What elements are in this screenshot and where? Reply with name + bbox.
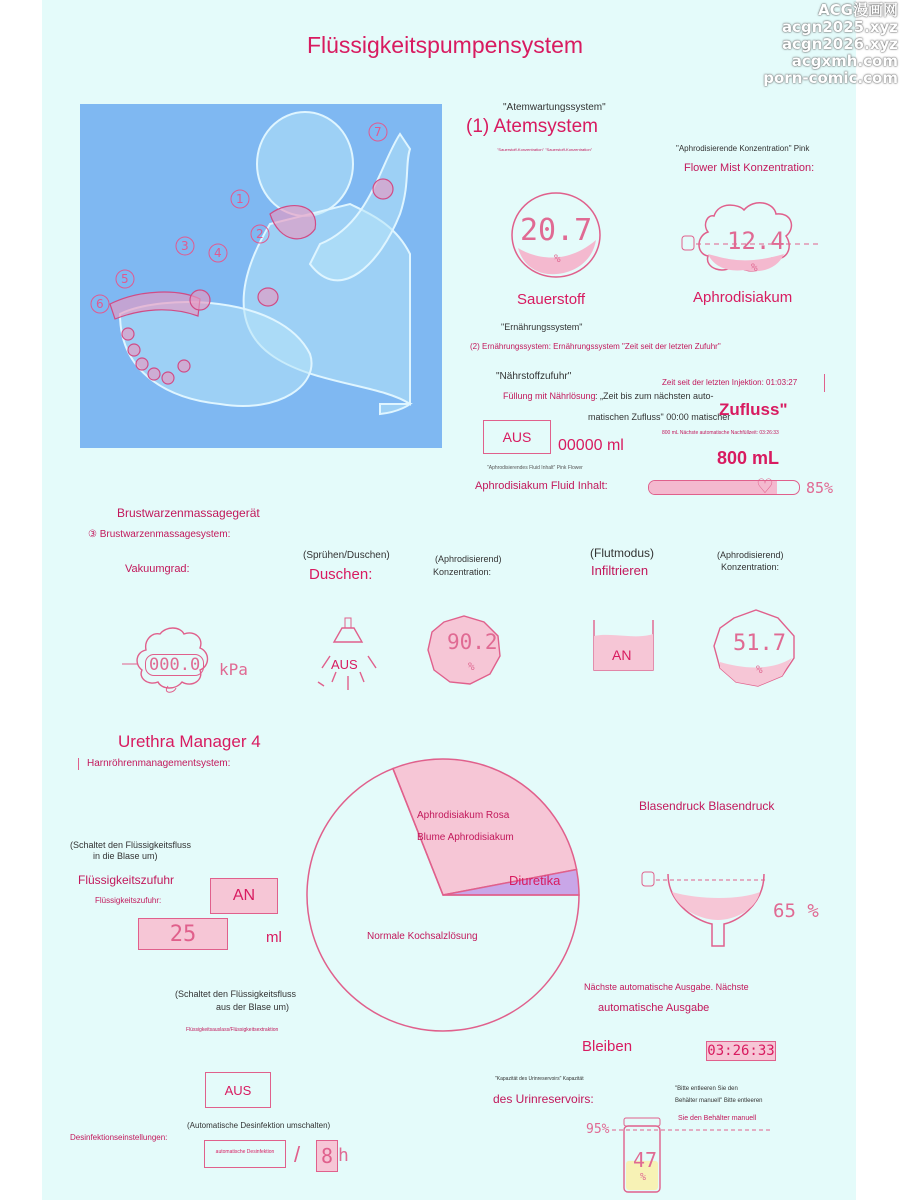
aphro2-note: (Aphrodisierend) (717, 550, 784, 560)
inflow-sub: Flüssigkeitszufuhr: (95, 896, 162, 905)
disinfect-unit: h (338, 1145, 349, 1166)
nutrition-amount: 00000 ml (558, 437, 624, 454)
empty-note-2: Behälter manuell" Bitte entleeren (675, 1098, 763, 1104)
bladder-funnel (640, 856, 770, 948)
breathing-tiny-note: "Sauerstoff-Konzentration" "Sauerstoff-Konzentration" (497, 147, 593, 152)
fluid-progress-bar[interactable] (648, 480, 800, 495)
outflow-tiny: Flüssigkeitsauslass/Flüssigkeitsextraktion (186, 1027, 279, 1033)
outflow-note-2: aus der Blase um) (216, 1002, 290, 1012)
shower-note: (Sprühen/Duschen) (303, 550, 390, 561)
watermark-line: acgn2026.xyz (781, 35, 898, 53)
disinfect-note: (Automatische Desinfektion umschalten) (187, 1121, 331, 1130)
pie-label-rosa-2: Blume Aphrodisiakum (417, 832, 514, 843)
remaining-label: Bleiben (582, 1038, 633, 1055)
watermark-line: acgn2025.xyz (781, 18, 898, 36)
vacuum-value: 000.0 (145, 654, 204, 676)
last-injection: Zeit seit der letzten Injektion: 01:03:27 (662, 378, 798, 387)
inflow-note-2: in die Blase um) (93, 851, 158, 861)
urethra-subtitle: Harnröhrenmanagementsystem: (87, 758, 231, 769)
marker-label: 6 (96, 297, 104, 311)
page-title: Flüssigkeitspumpensystem (306, 32, 584, 58)
aphro-mist-heading: Flower Mist Konzentration: (684, 162, 815, 174)
disinfect-slash: / (294, 1142, 301, 1167)
marker-label: 1 (236, 192, 244, 206)
supply-quote: "Nährstoffzufuhr" (496, 371, 572, 382)
fluid-label: Aphrodisiakum Fluid Inhalt: (475, 480, 608, 492)
vacuum-unit: kPa (219, 660, 248, 679)
breathing-heading: (1) Atemsystem (466, 116, 598, 137)
reservoir-quote: "Kapazität des Urinreservoirs" Kapazität (495, 1076, 584, 1082)
heart-icon[interactable]: ♡ (756, 476, 774, 498)
pie-label-normal: Normale Kochsalzlösung (367, 931, 478, 942)
aphro1-note: (Aphrodisierend) (435, 554, 502, 564)
divider (824, 374, 825, 392)
flood-note: (Flutmodus) (590, 546, 655, 560)
urethra-title: Urethra Manager 4 (118, 732, 261, 751)
disinfect-toggle[interactable]: automatische Desinfektion (204, 1140, 286, 1168)
bladder-label: Blasendruck Blasendruck (639, 799, 775, 813)
next-output-2: automatische Ausgabe (598, 1002, 710, 1014)
next-text-2: matischen Zufluss" 00:00 matischer (588, 412, 731, 422)
aphro2-label: Konzentration: (721, 562, 780, 572)
breathing-quote: "Atemwartungssystem" (503, 102, 606, 113)
marker-label: 4 (214, 246, 222, 260)
nutrition-volume: 800 mL (717, 448, 780, 468)
nutrition-quote: "Ernährungssystem" (501, 322, 583, 332)
oxygen-label: Sauerstoff (517, 291, 586, 308)
nipple-subtitle: ③ Brustwarzenmassagesystem: (88, 529, 231, 540)
body-diagram (80, 104, 442, 448)
disinfect-hours[interactable]: 8 (316, 1140, 338, 1172)
fluid-mix-pie-chart (304, 756, 582, 1034)
reservoir-label: des Urinreservoirs: (493, 1092, 594, 1106)
nutrition-heading: (2) Ernährungssystem: Ernährungssystem "Zeit seit der letzten Zufuhr" (470, 342, 721, 351)
pie-label-diuretika: Diuretika (509, 873, 561, 888)
fluid-quote: "Aphrodisierendes Fluid Inhalt" Pink Flower (487, 465, 583, 471)
disinfect-label: Desinfektionseinstellungen: (70, 1133, 168, 1142)
reservoir-threshold: 95% (586, 1122, 610, 1137)
empty-note-1: "Bitte entleeren Sie den (675, 1086, 738, 1092)
next-output-1: Nächste automatische Ausgabe. Nächste (584, 982, 749, 992)
marker-label: 3 (181, 239, 189, 253)
vacuum-label: Vakuumgrad: (125, 563, 190, 575)
aphro-mist-unit: % (751, 261, 758, 274)
oxygen-unit: % (554, 252, 561, 265)
flood-tank (591, 616, 657, 674)
reservoir-unit: % (640, 1172, 647, 1183)
shower-label: Duschen: (309, 566, 373, 583)
pie-label-rosa-1: Aphrodisiakum Rosa (417, 810, 510, 821)
aphro2-value: 51.7 (733, 631, 786, 656)
shower-icon (314, 616, 384, 696)
marker-label: 5 (121, 272, 129, 286)
watermark-line: ACG漫画网 (818, 1, 898, 19)
aphro-mist-label: Aphrodisiakum (693, 289, 793, 306)
flood-state[interactable]: AN (612, 647, 632, 663)
marker-label: 2 (256, 227, 264, 241)
aphro1-label: Konzentration: (433, 567, 492, 577)
aphro1-value: 90.2 (447, 630, 498, 654)
outflow-note-1: (Schaltet den Flüssigkeitsfluss (175, 989, 297, 999)
inflow-label: Flüssigkeitszufuhr (78, 873, 175, 887)
nutrition-switch[interactable]: AUS (483, 420, 551, 454)
aphro2-unit: % (756, 663, 763, 676)
inflow-switch[interactable]: AN (210, 878, 278, 914)
marker-label: 7 (374, 125, 382, 139)
flood-label: Infiltrieren (591, 563, 649, 578)
aphro-mist-value: 12.4 (727, 227, 785, 255)
outflow-switch[interactable]: AUS (205, 1072, 271, 1108)
watermark-line: porn-comic.com (763, 69, 898, 87)
nipple-title: Brustwarzenmassagegerät (117, 506, 260, 520)
inflow-note-1: (Schaltet den Flüssigkeitsfluss (70, 840, 192, 850)
bladder-percent: 65 % (773, 900, 819, 922)
aphro-mist-quote: "Aphrodisierende Konzentration" Pink (676, 144, 810, 153)
remaining-time: 03:26:33 (707, 1043, 775, 1059)
fill-label: Füllung mit Nährlösung (503, 391, 596, 401)
shower-state[interactable]: AUS (331, 657, 358, 672)
inflow-unit: ml (266, 929, 282, 946)
fluid-percent: 85% (806, 479, 834, 497)
empty-note-3: Sie den Behälter manuell (678, 1115, 757, 1122)
aphro1-unit: % (468, 660, 475, 673)
next-refill: 800 mL Nächste automatische Nachfüllzeit: 03:26:33 (662, 430, 779, 436)
watermark-line: acgxmh.com (791, 52, 898, 70)
oxygen-value: 20.7 (520, 213, 593, 248)
reservoir-value: 47 (633, 1148, 658, 1172)
next-text-1: : „Zeit bis zum nächsten auto- (595, 391, 714, 401)
divider (78, 758, 79, 770)
zufluss-label: Zufluss" (719, 400, 788, 419)
inflow-amount[interactable]: 25 (138, 918, 228, 950)
